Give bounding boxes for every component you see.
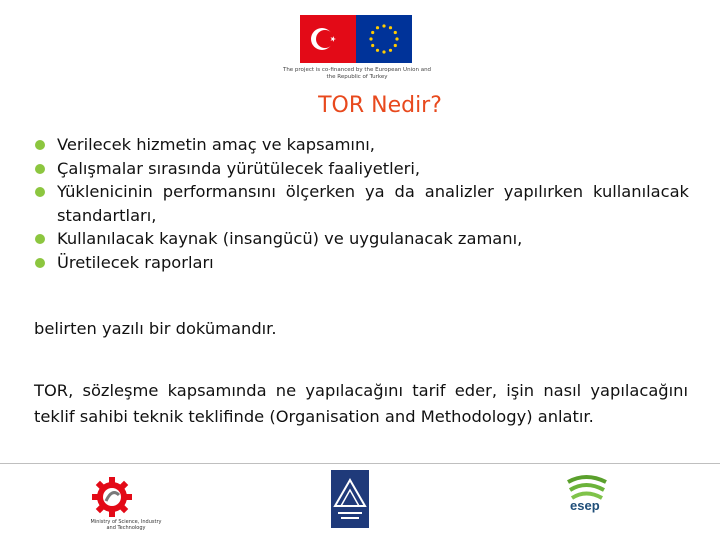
bullet-item xyxy=(34,157,689,181)
bullet-text: Üretilecek raporları xyxy=(57,252,214,272)
bullet-dot-icon xyxy=(35,140,45,150)
eu-flag xyxy=(356,15,412,63)
slide-title: TOR Nedir? xyxy=(318,93,442,118)
kalkinma-bakanligi-logo xyxy=(331,470,369,528)
caption-line-2: the Republic of Turkey xyxy=(326,74,388,80)
ministry-line-2: and Technology xyxy=(106,525,146,531)
bullet-item xyxy=(34,227,689,251)
caption-line-1: The project is co-financed by the European Union and xyxy=(282,67,432,73)
bullet-list xyxy=(34,133,689,274)
bullet-text: Verilecek hizmetin amaç ve kapsamını, xyxy=(57,135,375,154)
closing-text: belirten yazılı bir dokümandır. xyxy=(34,319,277,338)
bullet-dot-icon xyxy=(35,164,45,174)
cofinance-caption xyxy=(281,67,433,81)
ministry-line-1: Ministry of Science, Industry xyxy=(90,519,162,525)
bullet-text: Kullanılacak kaynak (insangücü) ve uygulanacak zamanı, xyxy=(57,229,523,248)
footer-divider xyxy=(0,463,720,464)
bullet-dot-icon xyxy=(35,258,45,268)
ministry-caption xyxy=(82,519,170,531)
bullet-item xyxy=(34,180,689,227)
bullet-item xyxy=(34,251,689,275)
bullet-item xyxy=(34,133,689,157)
bullet-dot-icon xyxy=(35,234,45,244)
tor-paragraph: TOR, sözleşme kapsamında ne yapılacağını tarif eder, işin nasıl yapılacağını teklif sahibi teknik teklifinde (Organisation and Methodology) anlatır. xyxy=(34,381,688,426)
esep-wordmark: esep xyxy=(570,498,600,513)
eu-turkey-flags-logo xyxy=(300,15,412,63)
bullet-text: Çalışmalar sırasında yürütülecek faaliyetleri, xyxy=(57,158,421,178)
bullet-dot-icon xyxy=(35,187,45,197)
bullet-text: Yüklenicinin performansını ölçerken ya da analizler yapılırken kullanılacak standartları, xyxy=(57,182,689,225)
